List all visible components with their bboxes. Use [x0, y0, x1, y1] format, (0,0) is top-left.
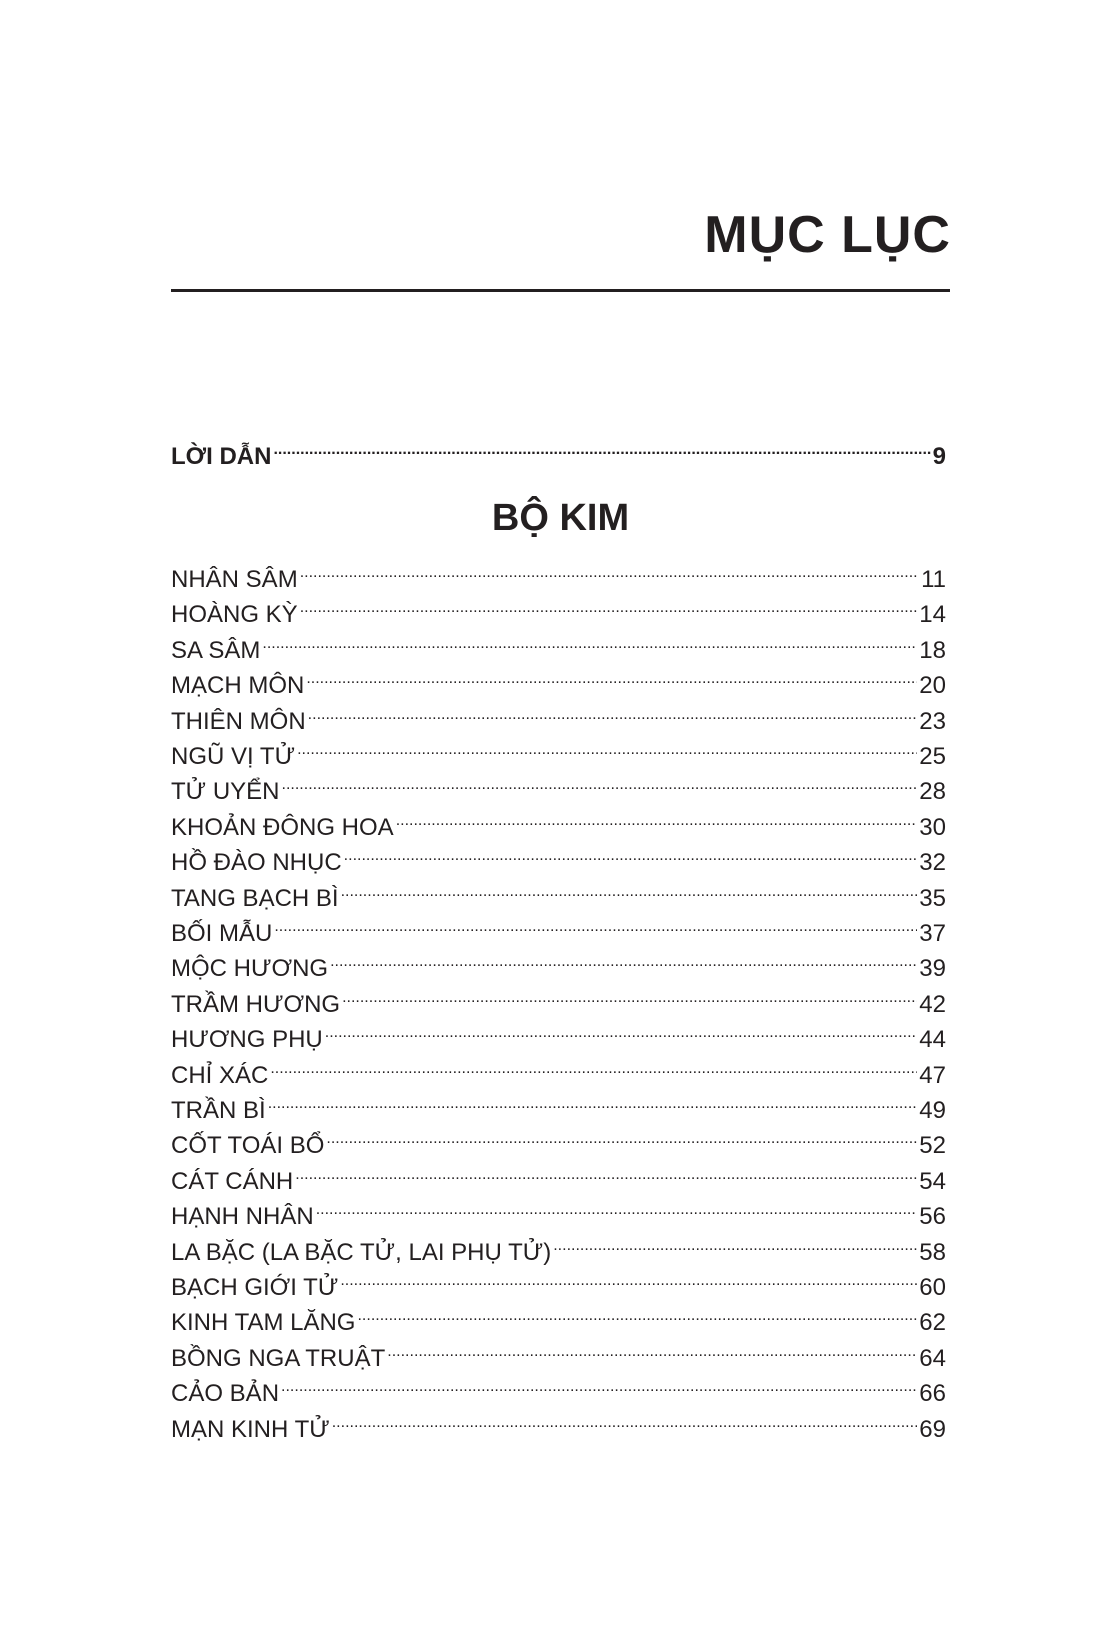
toc-dot-leader	[268, 1084, 918, 1118]
toc-entry-label: CÁT CÁNH	[171, 1167, 294, 1195]
toc-dot-leader	[300, 553, 919, 587]
toc-dot-leader	[262, 624, 917, 658]
toc-entry-label: THIÊN MÔN	[171, 707, 306, 735]
toc-dot-leader	[396, 801, 918, 835]
toc-page-number: 54	[919, 1167, 946, 1195]
toc-page-number: 62	[919, 1309, 946, 1337]
toc-page-number: 32	[919, 849, 946, 877]
toc-dot-leader	[330, 942, 917, 976]
toc-entry-label: HẠNH NHÂN	[171, 1203, 314, 1231]
toc-entry-label: TRẦM HƯƠNG	[171, 990, 341, 1018]
toc-page-number: 9	[932, 443, 946, 470]
toc-entry-label: CHỈ XÁC	[171, 1061, 269, 1089]
toc-page-number: 69	[919, 1415, 946, 1443]
toc-dot-leader	[270, 1049, 917, 1083]
toc-dot-leader	[316, 1190, 918, 1224]
toc-page-number: 49	[919, 1097, 946, 1124]
toc-entry-label: LỜI DẪN	[171, 443, 272, 470]
toc-entry[interactable]	[171, 1403, 946, 1447]
toc-page-number: 47	[919, 1061, 946, 1089]
toc-entry-label: HƯƠNG PHỤ	[171, 1026, 323, 1054]
toc-dot-leader	[295, 1155, 917, 1189]
toc-page-number: 44	[919, 1026, 946, 1054]
toc-entry-label: HỒ ĐÀO NHỤC	[171, 849, 342, 877]
toc-dot-leader	[332, 1403, 918, 1437]
toc-dot-leader	[273, 430, 930, 464]
toc-dot-leader	[344, 836, 918, 870]
toc-entry-intro[interactable]	[171, 430, 946, 474]
toc-entry-label: CẢO BẢN	[171, 1380, 280, 1408]
toc-entry-label: SA SÂM	[171, 636, 261, 664]
toc-page-number: 58	[919, 1238, 946, 1266]
toc-page-number: 64	[919, 1344, 946, 1372]
toc-page-number: 23	[919, 707, 946, 735]
toc-entry-label: CỐT TOÁI BỔ	[171, 1132, 325, 1160]
toc-page-number: 28	[919, 778, 946, 806]
toc-dot-leader	[357, 1296, 917, 1330]
toc-entry-label: KINH TAM LĂNG	[171, 1309, 356, 1337]
title-divider	[171, 289, 950, 292]
toc-dot-leader	[281, 1367, 917, 1401]
toc-entry-label: MẠN KINH TỬ	[171, 1415, 330, 1443]
toc-dot-leader	[325, 1013, 918, 1047]
toc-page-number: 20	[919, 672, 946, 700]
toc-dot-leader	[308, 695, 918, 729]
toc-entry-label: NGŨ VỊ TỬ	[171, 743, 296, 770]
toc-page-number: 42	[919, 990, 946, 1018]
toc-dot-leader	[274, 907, 917, 941]
toc-dot-leader	[341, 872, 918, 906]
toc-dot-leader	[326, 1119, 917, 1153]
toc-page-number: 35	[919, 884, 946, 912]
toc-page-number: 11	[921, 566, 946, 593]
toc-entry-label: TỬ UYỂN	[171, 778, 280, 806]
toc-entry-label: BỒNG NGA TRUẬT	[171, 1344, 386, 1372]
toc-page-number: 14	[919, 601, 946, 629]
toc-page-number: 66	[919, 1380, 946, 1408]
toc-dot-leader	[282, 765, 918, 799]
toc-entry-label: BỐI MẪU	[171, 920, 273, 947]
toc-dot-leader	[387, 1332, 917, 1366]
toc-entry-label: BẠCH GIỚI TỬ	[171, 1274, 339, 1301]
toc-dot-leader	[553, 1226, 917, 1260]
toc-page-number: 25	[919, 743, 946, 770]
toc-entry-label: MỘC HƯƠNG	[171, 955, 329, 983]
toc-entry-label: MẠCH MÔN	[171, 672, 305, 700]
toc-dot-leader	[340, 1261, 917, 1295]
toc-page-number: 56	[919, 1203, 946, 1231]
toc-page-number: 52	[919, 1132, 946, 1160]
toc-page-number: 60	[919, 1274, 946, 1301]
toc-entry-label: TRẦN BÌ	[171, 1097, 266, 1124]
toc-page-number: 30	[919, 813, 946, 841]
toc-dot-leader	[300, 588, 918, 622]
toc-entry-label: HOÀNG KỲ	[171, 601, 298, 629]
toc-entry-label: LA BẶC (LA BẶC TỬ, LAI PHỤ TỬ)	[171, 1238, 552, 1266]
page-title: MỤC LỤC	[704, 206, 951, 264]
toc-page-number: 18	[919, 636, 946, 664]
toc-entry-label: TANG BẠCH BÌ	[171, 884, 339, 912]
section-heading: BỘ KIM	[491, 497, 630, 539]
toc-entry-label: NHÂN SÂM	[171, 566, 298, 593]
toc-entry-label: KHOẢN ĐÔNG HOA	[171, 813, 394, 841]
toc-dot-leader	[342, 978, 917, 1012]
toc-page-number: 37	[919, 920, 946, 947]
toc-dot-leader	[306, 659, 917, 693]
toc-page-number: 39	[919, 955, 946, 983]
toc-dot-leader	[297, 730, 917, 764]
